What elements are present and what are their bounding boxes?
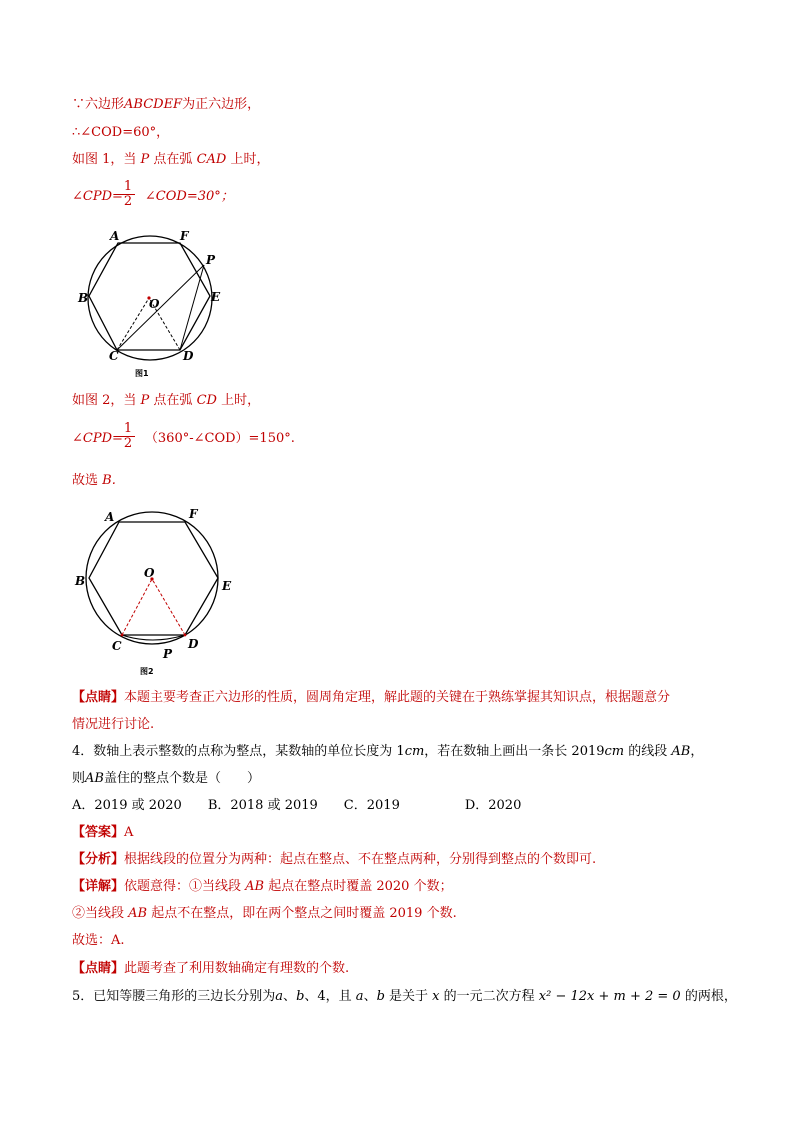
text: （360°-∠COD）=150°. (144, 431, 295, 446)
detail-line-2 (72, 905, 457, 923)
line-case1-result (72, 188, 234, 206)
label-d: D (183, 349, 194, 363)
math-var: cm (604, 744, 625, 759)
text: 如图 2，当 (72, 393, 141, 408)
figure-1-caption: 图1 (135, 369, 149, 378)
math-var: AB (85, 771, 104, 786)
analysis-tag: 【分析】 (72, 852, 125, 867)
text: 起点在整点时覆盖 2020 个数； (264, 879, 453, 894)
detail-line-3 (72, 932, 125, 950)
label-f: F (189, 507, 198, 521)
comment-2-line (72, 960, 349, 978)
math-var: B. (102, 473, 116, 488)
text: ∵六边形 (72, 97, 125, 112)
text: 、 (283, 989, 297, 1004)
figure-1 (72, 224, 232, 384)
text: 为正六边形， (182, 97, 261, 112)
math-var: b (296, 989, 305, 1004)
math-var: AB (128, 906, 148, 921)
text: 上时， (226, 152, 270, 167)
math-var: cm (404, 744, 425, 759)
equation: x² − 12x + m + 2 = 0 (538, 989, 681, 1004)
text: 上时， (216, 393, 261, 408)
fraction-half-1 (121, 180, 135, 209)
label-p: P (163, 647, 173, 661)
text: 根据线段的位置分为两种：起点在整点、不在整点两种，分别得到整点的个数即可. (124, 852, 597, 867)
fraction-numerator: 1 (121, 422, 135, 437)
text: 本题主要考查正六边形的性质，圆周角定理，解此题的关键在于熟练掌握其知识点，根据题意分 (124, 690, 671, 705)
text: 依题意得：①当线段 (124, 879, 246, 894)
label-o: O (144, 566, 155, 580)
question-5-line-1 (72, 988, 737, 1006)
math-var: ABCDEF (124, 97, 183, 112)
figure-1-svg (72, 224, 232, 384)
label-e: E (211, 290, 221, 304)
text: 起点不在整点，即在两个整点之间时覆盖 2019 个数. (147, 906, 457, 921)
fraction-denominator: 2 (123, 436, 133, 451)
text: 点在弧 (149, 152, 197, 167)
figure-2-caption: 图2 (140, 667, 154, 676)
label-c: C (112, 639, 122, 653)
label-b: B (78, 291, 89, 305)
text: ，若在数轴上画出一条长 2019 (424, 744, 605, 759)
label-p: P (206, 253, 216, 267)
line-hexagon-given (72, 96, 260, 114)
math-var: AB (671, 744, 691, 759)
comment-line-2 (72, 716, 154, 734)
text: A．2019 或 2020 B．2018 或 2019 C．2019 D．2020 (72, 798, 522, 813)
text: 故选：A. (72, 933, 125, 948)
text: 盖住的整点个数是（ ） (103, 771, 260, 786)
detail-tag: 【详解】 (72, 879, 125, 894)
fraction-half-2 (121, 422, 135, 451)
question-4-options (72, 797, 521, 815)
text: 如图 1，当 (72, 152, 141, 167)
answer-tag: 【答案】 (72, 825, 125, 840)
line-case2-intro (72, 392, 260, 410)
math-var: a (355, 989, 364, 1004)
text: ∠COD=30°； (144, 189, 234, 204)
question-4-line-1 (72, 743, 703, 761)
text: 此题考查了利用数轴确定有理数的个数. (124, 961, 350, 976)
math-var: AB (245, 879, 265, 894)
text: 故选 (72, 473, 103, 488)
text: 、 (363, 989, 377, 1004)
text: 的两根， (680, 989, 737, 1004)
figure-2 (72, 503, 242, 683)
math-var: a (275, 989, 284, 1004)
text: 点在弧 (149, 393, 197, 408)
text: ∠CPD= (72, 189, 123, 204)
line-choose-b (72, 472, 116, 490)
comment-tag: 【点睛】 (72, 961, 125, 976)
question-4-line-2 (72, 770, 260, 788)
label-f: F (180, 229, 189, 243)
label-c: C (109, 349, 119, 363)
label-e: E (222, 579, 232, 593)
label-b: B (75, 574, 86, 588)
math-var: CAD (196, 152, 227, 167)
text: 则 (72, 771, 86, 786)
text: 、4，且 (304, 989, 356, 1004)
text: 是关于 (384, 989, 433, 1004)
text: 5．已知等腰三角形的三边长分别为 (72, 989, 276, 1004)
text: ∠CPD= (72, 431, 123, 446)
figure-2-svg (72, 503, 242, 683)
math-var: b (376, 989, 385, 1004)
line-case2-result (72, 430, 295, 448)
math-var: CD (196, 393, 217, 408)
fraction-denominator: 2 (123, 194, 133, 209)
answer-line (72, 824, 133, 842)
text: ∴∠COD=60°， (72, 125, 170, 140)
line-case1-intro (72, 151, 269, 169)
text: 的一元二次方程 (439, 989, 539, 1004)
fraction-numerator: 1 (121, 180, 135, 195)
text: ， (690, 744, 704, 759)
analysis-line (72, 851, 596, 869)
text: ②当线段 (72, 906, 129, 921)
label-a: A (110, 229, 120, 243)
text: 情况进行讨论. (72, 717, 155, 732)
label-d: D (188, 637, 199, 651)
label-o: O (149, 297, 160, 311)
line-angle-cod (72, 124, 169, 142)
detail-line-1 (72, 878, 453, 896)
text: 的线段 (624, 744, 672, 759)
comment-tag: 【点睛】 (72, 690, 125, 705)
comment-line-1 (72, 689, 670, 707)
math-var: P (140, 152, 150, 167)
label-a: A (105, 510, 115, 524)
math-var: P (140, 393, 150, 408)
math-var: x (432, 989, 440, 1004)
text: 4．数轴上表示整数的点称为整点，某数轴的单位长度为 1 (72, 744, 405, 759)
answer-value: A (124, 825, 134, 840)
